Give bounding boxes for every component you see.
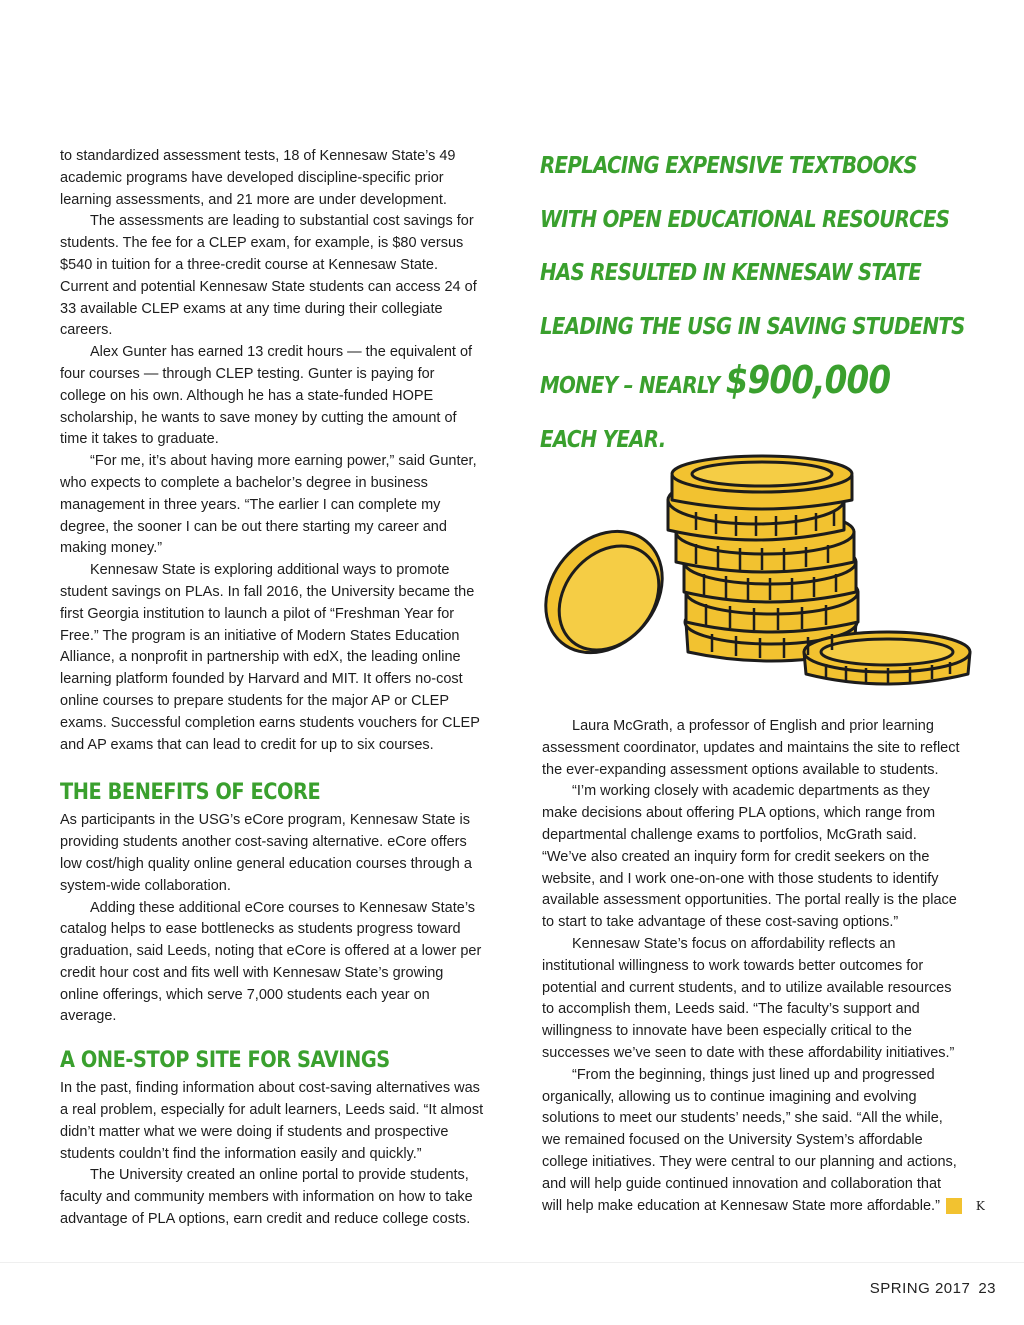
body-paragraph: Adding these additional eCore courses to Kennesaw State’s catalog helps to ease bottlenecks as students progress toward graduation, said Leeds, noting that eCore is offered at a lower per credit hour cost and fits well with Kennesaw State’s growing online offerings, which serve 7,000 students each year on average. xyxy=(60,899,482,1025)
body-paragraph: The assessments are leading to substantial cost savings for students. The fee for a CLEP exam, for example, is $80 versus $540 in tuition for a three-credit course at Kennesaw State. Current and potential Kennesaw State students can access 24 of 33 available CLEP exams at any time during their collegiate careers. xyxy=(60,213,477,339)
body-text: “From the beginning, things just lined up and progressed organically, allowing us to continue imagining and evolving solutions to meet our students’ needs,” she said. “All the while, we remained focused on the University System’s affordable college initiatives. They were central to our planning and actions, and will help guide continued innovation and collaboration that will help make education at Kennesaw State more affordable.” xyxy=(542,1066,957,1214)
body-paragraph: “For me, it’s about having more earning power,” said Gunter, who expects to complete a bachelor’s degree in business management in three years. “The earlier I can complete my degree, the sooner I can be out there starting my career and making money.” xyxy=(60,453,477,557)
page-number: 23 xyxy=(978,1280,996,1297)
issue-label: SPRING 2017 xyxy=(869,1280,971,1297)
body-paragraph: As participants in the USG’s eCore program, Kennesaw State is providing students another cost-saving alternative. eCore offers low cost/high quality online general education courses through a system-wide collaboration. xyxy=(60,812,472,894)
pull-quote-line: HAS RESULTED IN KENNESAW STATE xyxy=(540,260,922,286)
savings-amount: $900,000 xyxy=(725,358,891,402)
pull-quote-line: REPLACING EXPENSIVE TEXTBOOKS xyxy=(540,153,917,179)
footer-divider xyxy=(0,1262,1024,1263)
body-paragraph: “I’m working closely with academic departments as they make decisions about offering PLA options, which range from departmental challenge exams to portfolios, McGrath said. “We’ve also created an inquiry form for credit seekers on the website, and I work one-on-one with those students to identify available assessment opportunities. The portal really is the place to start to take advantage of these cost-saving options.” xyxy=(542,783,957,931)
body-paragraph: The University created an online portal to provide students, faculty and community members with information on how to take advantage of PLA options, earn credit and reduce college costs. xyxy=(60,1167,473,1228)
page-footer xyxy=(862,1280,996,1297)
end-mark-icon: K xyxy=(946,1198,962,1214)
body-paragraph: In the past, finding information about cost-saving alternatives was a real problem, especially for adult learners, Leeds said. “It almost didn’t matter what we were doing if students and prospective students couldn’t find the information easily and quickly.” xyxy=(60,1080,484,1162)
pull-quote-line: WITH OPEN EDUCATIONAL RESOURCES xyxy=(540,206,950,233)
left-column xyxy=(60,146,484,1231)
body-paragraph: Laura McGrath, a professor of English and prior learning assessment coordinator, updates and maintains the site to reflect the ever-expanding assessment options available to students. xyxy=(542,718,960,778)
body-paragraph: Kennesaw State is exploring additional ways to promote student savings on PLAs. In fall 2016, the University became the first Georgia institution to launch a pilot of “Freshman Year for Free.” The program is an initiative of Modern States Education Alliance, a nonprofit in partnership with edX, the leading online learning platform founded by Harvard and MIT. It offers no-cost online courses to prepare students for the major AP or CLEP exams. Successful completion earns students vouchers for CLEP and AP exams that can lead to credit for up to six courses. xyxy=(60,562,480,753)
heading-benefits-of-ecore: THE BENEFITS OF ECORE xyxy=(60,780,321,806)
pull-quote-text: MONEY – NEARLY xyxy=(540,373,726,399)
gold-coins-icon xyxy=(536,452,976,688)
body-paragraph: Alex Gunter has earned 13 credit hours — the equivalent of four courses — through CLEP testing. Gunter is paying for college on his own. Although he has a state-funded HOPE scholarship, he wants to save money by cutting the amount of time it takes to graduate. xyxy=(60,344,473,448)
body-paragraph: Kennesaw State’s focus on affordability reflects an institutional willingness to work towards better outcomes for potential and current students, and to utilize available resources to accomplish them, Leeds said. “The faculty’s support and willingness to innovate have been especially critical to the successes we’ve seen to date with these affordability initiatives.” xyxy=(542,935,955,1061)
heading-one-stop-site: A ONE-STOP SITE FOR SAVINGS xyxy=(60,1048,390,1074)
body-paragraph: to standardized assessment tests, 18 of Kennesaw State’s 49 academic programs have developed discipline-specific prior learning assessments, and 21 more are under development. xyxy=(60,148,456,208)
pull-quote-line-money xyxy=(540,354,918,414)
pull-quote-line: EACH YEAR. xyxy=(540,426,666,453)
right-column xyxy=(542,716,985,1217)
body-paragraph-final xyxy=(542,1065,985,1218)
pull-quote xyxy=(540,140,980,467)
pull-quote-line: LEADING THE USG IN SAVING STUDENTS xyxy=(540,313,965,340)
